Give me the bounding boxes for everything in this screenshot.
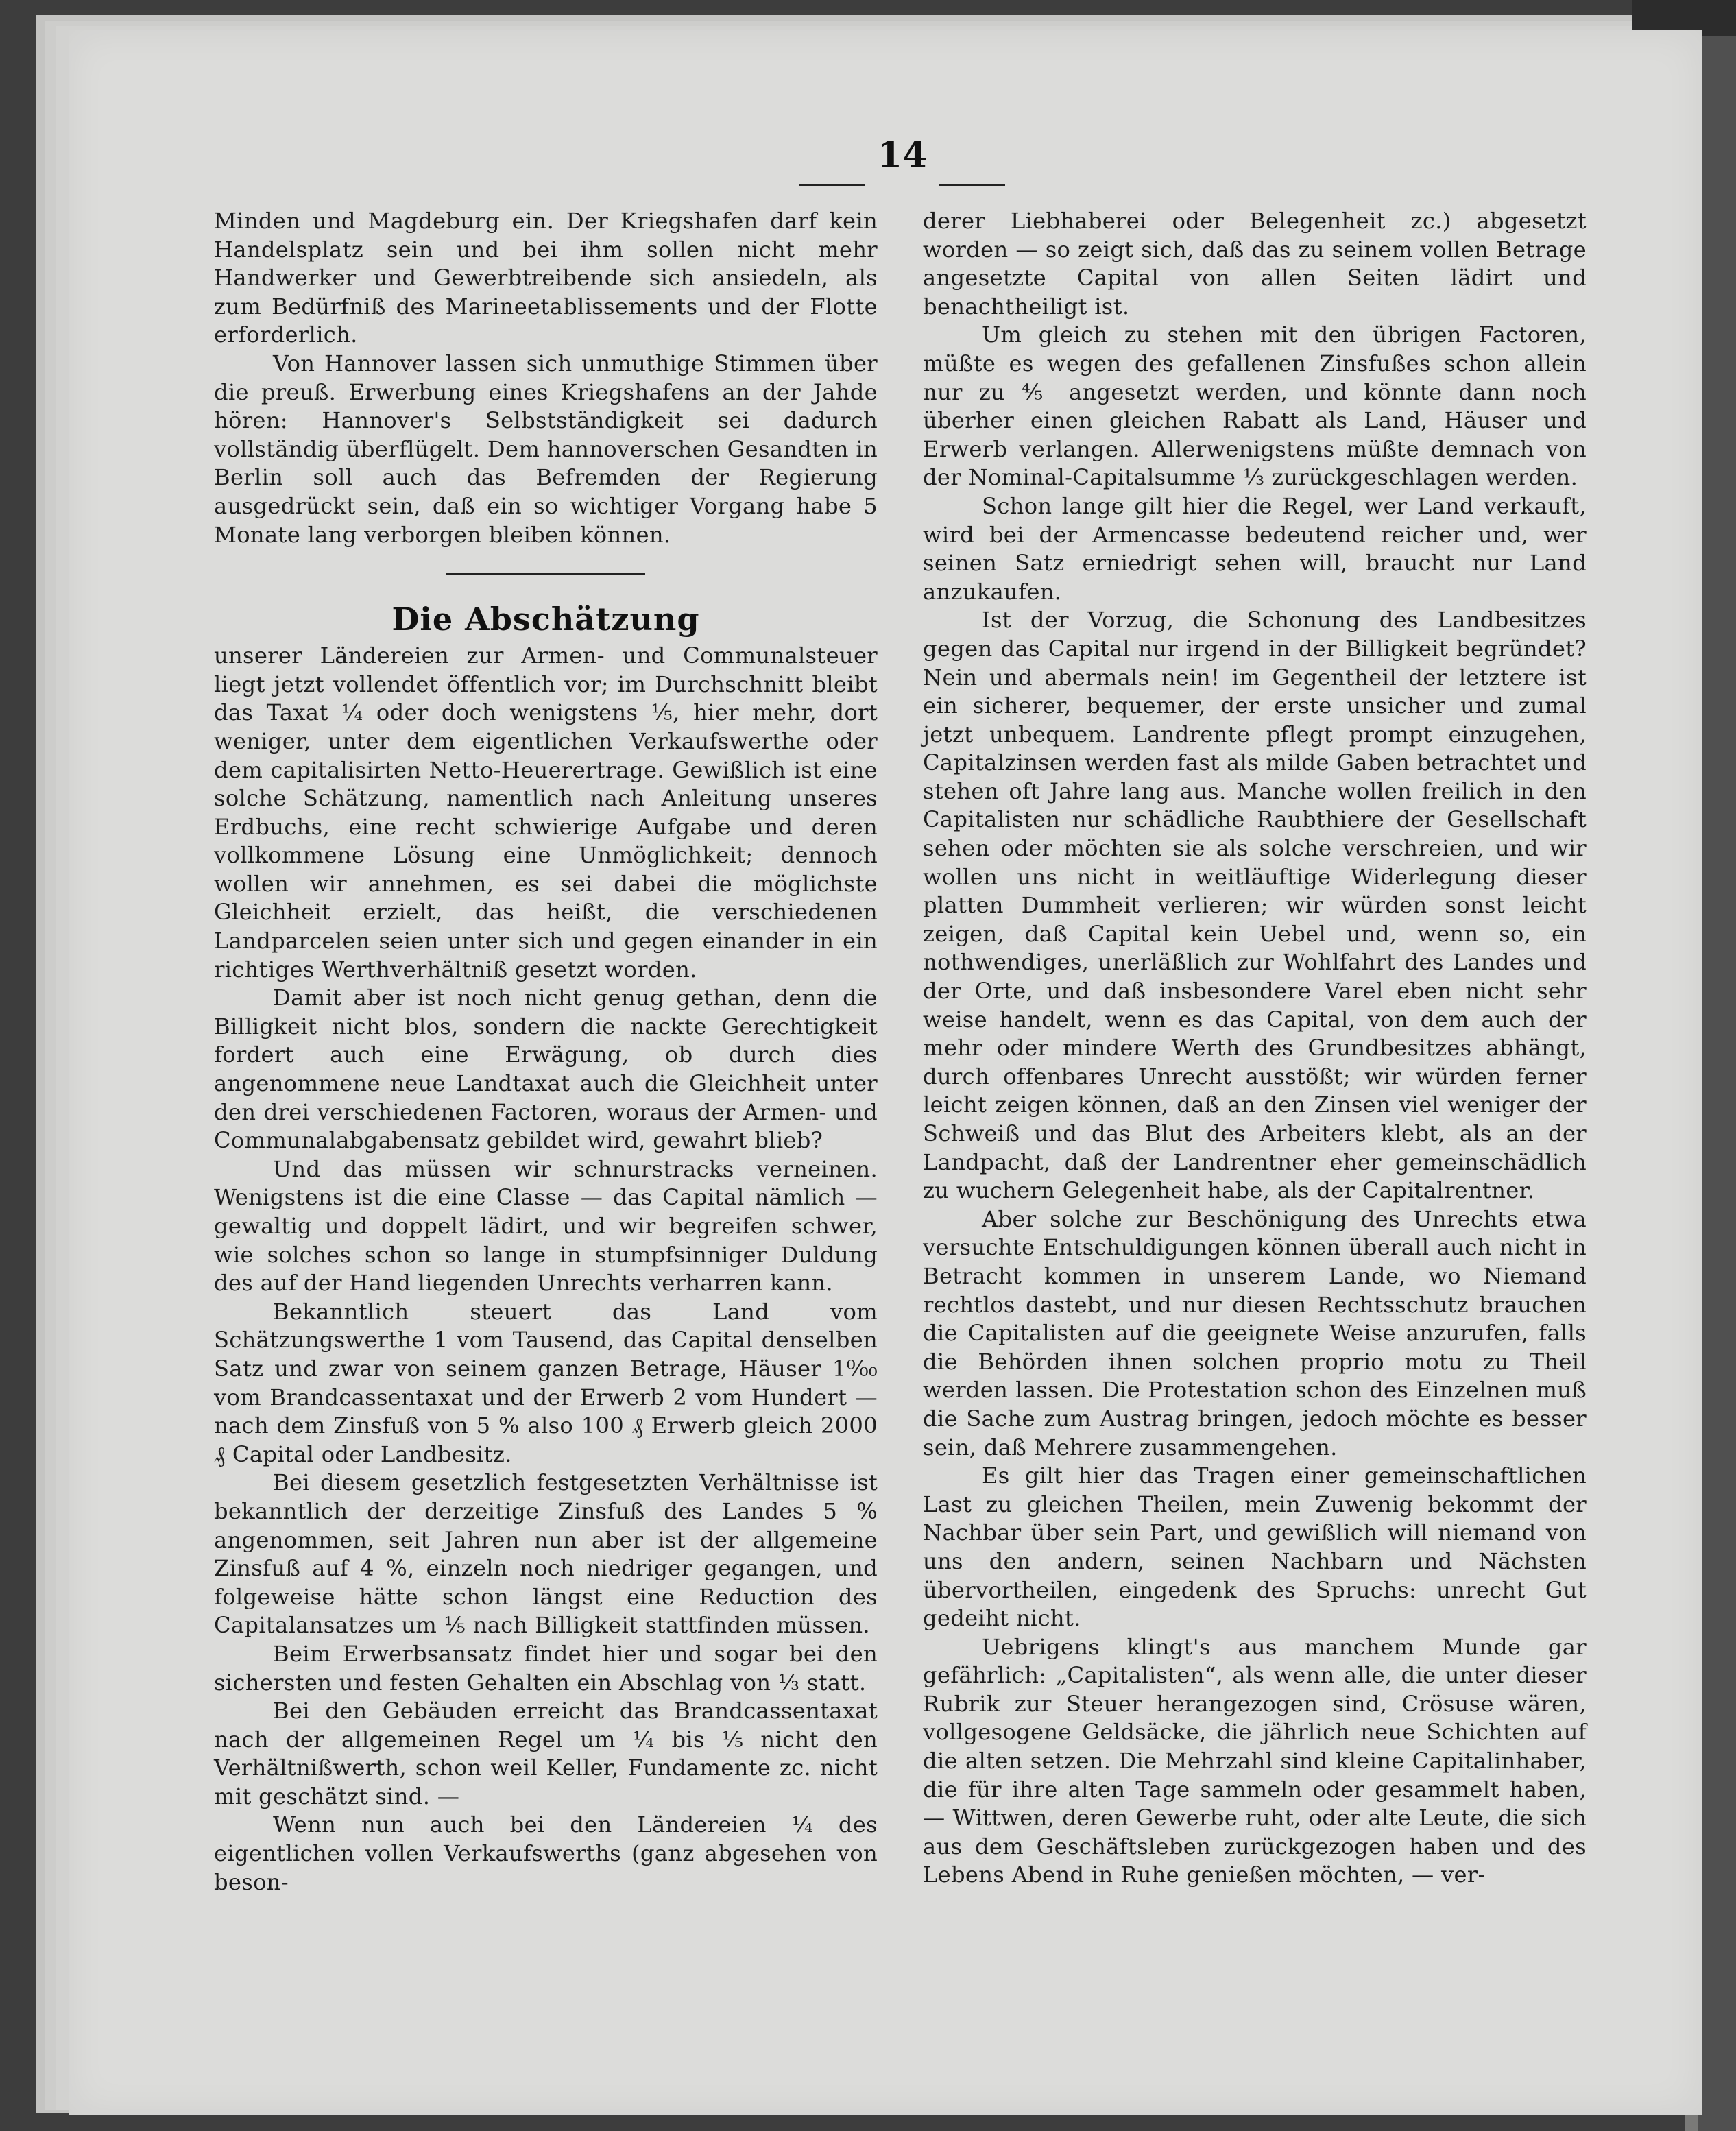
paragraph: Aber solche zur Beschönigung des Unrechts etwa versuchte Entschuldigungen können überall auch nicht in Betracht kommen in unserem Lande, wo Niemand rechtlos dastebt, und nur diesen Rechtsschutz brauchen die Capitalisten auf die geeignete Weise anzurufen, falls die Behörden ihnen solchen proprio motu zu Theil werden lassen. Die Protestation schon des Einzelnen muß die Sache zum Austrag bringen, jedoch möchte es besser sein, daß Mehrere zusammengehen. [923, 1205, 1587, 1460]
left-column [214, 207, 878, 1897]
paragraph: Bei den Gebäuden erreicht das Brandcassentaxat nach der allgemeinen Regel um ¼ bis ⅕ nicht den Verhältnißwerth, schon weil Keller, Fundamente zc. nicht mit geschätzt sind. — [214, 1698, 878, 1809]
page-number-rule-left [799, 184, 865, 186]
paragraph: Beim Erwerbsansatz findet hier und sogar bei den sichersten und festen Gehalten ein Abschlag von ⅓ statt. [214, 1640, 878, 1696]
book-spine [1698, 0, 1736, 2131]
right-column [923, 207, 1587, 1890]
paragraph: Uebrigens klingt's aus manchem Munde gar gefährlich: „Capitalisten“, als wenn alle, die unter dieser Rubrik zur Steuer herangezogen sind, Crösuse wären, vollgesogene Geldsäcke, die jährlich neue Schichten auf die alten setzen. Die Mehrzahl sind kleine Capitalinhaber, die für ihre alten Tage sammeln oder gesammelt haben, — Wittwen, deren Gewerbe ruht, oder alte Leute, die sich aus dem Geschäftsleben zurückgezogen haben und des Lebens Abend in Ruhe genießen möchten, — ver- [923, 1633, 1587, 1888]
page-number-rule-right [939, 184, 1005, 186]
page-number: 14 [877, 134, 928, 176]
paragraph: Bei diesem gesetzlich festgesetzten Verhältnisse ist bekanntlich der derzeitige Zinsfuß des Landes 5 % angenommen, seit Jahren nun aber ist der allgemeine Zinsfuß auf 4 %, einzeln noch niedriger gegangen, und folgeweise hätte schon längst eine Reduction des Capitalansatzes um ⅕ nach Billigkeit stattfinden müssen. [214, 1469, 878, 1639]
paragraph: Minden und Magdeburg ein. Der Kriegshafen darf kein Handelsplatz sein und bei ihm sollen nicht mehr Handwerker und Gewerbtreibende sich ansiedeln, als zum Bedürfniß des Marineetablissements und der Flotte erforderlich. [214, 208, 878, 348]
paragraph: Von Hannover lassen sich unmuthige Stimmen über die preuß. Erwerbung eines Kriegshafens an der Jahde hören: Hannover's Selbstständigkeit sei dadurch vollständig überflügelt. Dem hannoverschen Gesandten in Berlin soll auch das Befremden der Regierung ausgedrückt sein, daß ein so wichtiger Vorgang habe 5 Monate lang verborgen bleiben können. [214, 350, 878, 548]
paragraph: Und das müssen wir schnurstracks verneinen. Wenigstens ist die eine Classe — das Capital nämlich — gewaltig und doppelt lädirt, und wir begreifen schwer, wie solches schon so lange in stumpfsinniger Duldung des auf der Hand liegenden Unrechts verharren kann. [214, 1155, 878, 1297]
paragraph: Wenn nun auch bei den Ländereien ¼ des eigentlichen vollen Verkaufswerths (ganz abgesehen von beson- [214, 1811, 878, 1895]
paragraph: unserer Ländereien zur Armen- und Communalsteuer liegt jetzt vollendet öffentlich vor; im Durchschnitt bleibt das Taxat ¼ oder doch wenigstens ⅕, hier mehr, dort weniger, unter dem eigentlichen Verkaufswerthe oder dem capitalisirten Netto-Heuerertrage. Gewißlich ist eine solche Schätzung, namentlich nach Anleitung unseres Erdbuchs, eine recht schwierige Aufgabe und deren vollkommene Lösung eine Unmöglichkeit; dennoch wollen wir annehmen, es sei dabei die möglichste Gleichheit erzielt, das heißt, die verschiedenen Landparcelen seien unter sich und gegen einander in ein richtiges Werthverhältniß gesetzt worden. [214, 642, 878, 983]
paragraph: Ist der Vorzug, die Schonung des Landbesitzes gegen das Capital nur irgend in der Billigkeit begründet? Nein und abermals nein! im Gegentheil der letztere ist ein sicherer, bequemer, der erste unsicher und zumal jetzt unbequem. Landrente pflegt prompt einzugehen, Capitalzinsen werden fast als milde Gaben betrachtet und stehen oft Jahre lang aus. Manche wollen freilich in den Capitalisten nur schädliche Raubthiere der Gesellschaft sehen oder möchten sie als solche verschreien, und wir wollen uns nicht in weitläuftige Widerlegung dieser platten Dummheit verlieren; wir würden sonst leicht zeigen, daß Capital kein Uebel und, wenn so, ein nothwendiges, unerläßlich zur Wohlfahrt des Landes und der Orte, und daß insbesondere Varel eben nicht sehr weise handelt, wenn es das Capital, von dem auch der mehr oder mindere Werth des Grundbesitzes abhängt, durch offenbares Unrecht ausstößt; wir würden ferner leicht zeigen können, daß an den Zinsen viel weniger der Schweiß und das Blut des Arbeiters klebt, als an der Landpacht, daß der Landrentner eher gemeinschädlich zu wuchern Gelegenheit habe, als der Capitalrentner. [923, 607, 1587, 1204]
paragraph: Bekanntlich steuert das Land vom Schätzungswerthe 1 vom Tausend, das Capital denselben Satz und zwar von seinem ganzen Betrage, Häuser 1⁰⁄₀₀ vom Brandcassentaxat und der Erwerb 2 vom Hundert — nach dem Zinsfuß von 5 % also 100 ₰ Erwerb gleich 2000 ₰ Capital oder Landbesitz. [214, 1298, 878, 1467]
section-divider [446, 573, 645, 575]
section-heading: Die Abschätzung [391, 601, 700, 638]
paragraph: derer Liebhaberei oder Belegenheit zc.) abgesetzt worden — so zeigt sich, daß das zu seinem vollen Betrage angesetzte Capital von allen Seiten lädirt und benachtheiligt ist. [923, 208, 1587, 320]
paragraph: Damit aber ist noch nicht genug gethan, denn die Billigkeit nicht blos, sondern die nackte Gerechtigkeit fordert auch eine Erwägung, ob durch dies angenommene neue Landtaxat auch die Gleichheit unter den drei verschiedenen Factoren, woraus der Armen- und Communalabgabensatz gebildet wird, gewahrt blieb? [214, 985, 878, 1154]
paragraph: Um gleich zu stehen mit den übrigen Factoren, müßte es wegen des gefallenen Zinsfußes schon allein nur zu ⅘ angesetzt werden, und könnte dann noch überher einen gleichen Rabatt als Land, Häuser und Erwerb verlangen. Allerwenigstens müßte demnach von der Nominal-Capitalsumme ⅓ zurückgeschlagen werden. [923, 322, 1587, 491]
paragraph: Schon lange gilt hier die Regel, wer Land verkauft, wird bei der Armencasse bedeutend reicher und, wer seinen Satz erniedrigt sehen will, braucht nur Land anzukaufen. [923, 492, 1587, 605]
paragraph: Es gilt hier das Tragen einer gemeinschaftlichen Last zu gleichen Theilen, mein Zuwenig bekommt der Nachbar über sein Part, und gewißlich will niemand von uns den andern, seinen Nachbarn und Nächsten übervortheilen, eingedenk des Spruchs: unrecht Gut gedeiht nicht. [923, 1462, 1587, 1632]
